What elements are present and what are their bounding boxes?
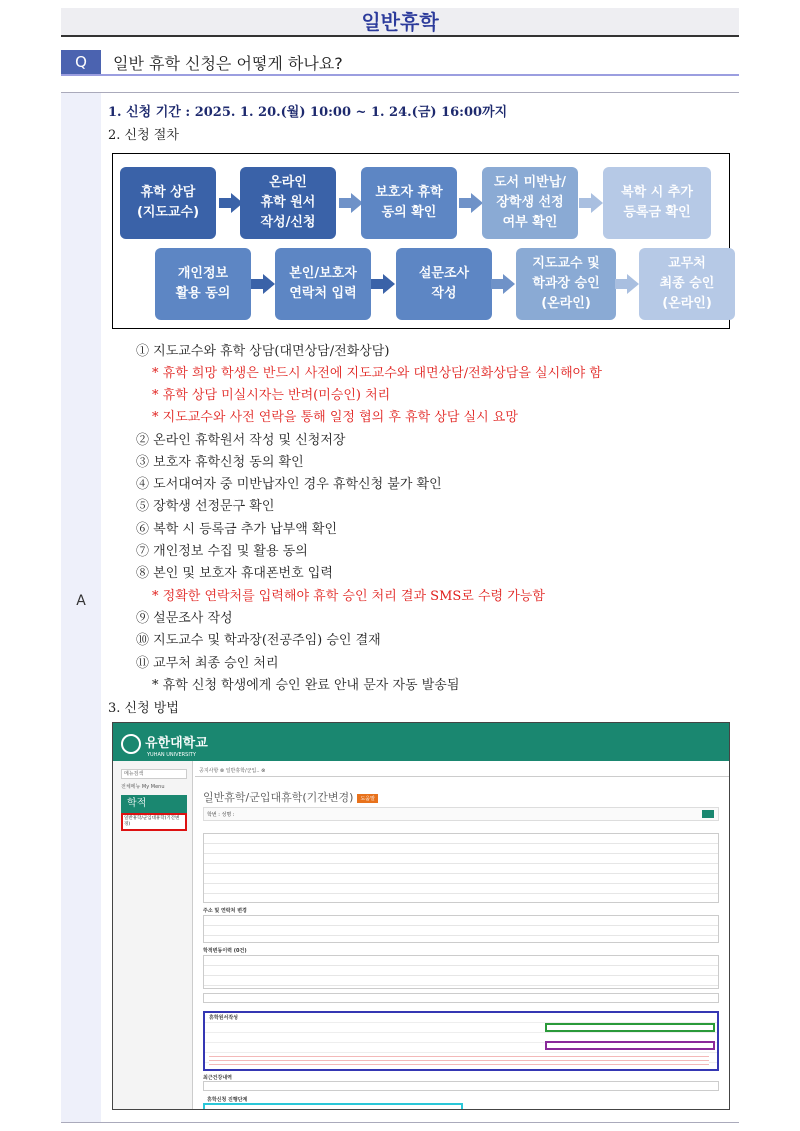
flow-step-label: 설문조사 작성 — [418, 265, 470, 301]
flow-step-label: 복학 시 추가 등록금 확인 — [621, 184, 693, 220]
flow-step-label: 교무처 최종 승인 (온라인) — [659, 255, 715, 312]
flow-arrow-icon — [263, 274, 275, 294]
flow-step-9 — [516, 248, 616, 320]
logo-emblem-icon — [121, 734, 141, 754]
step-note: * 지도교수와 사전 연락을 통해 일정 협의 후 휴학 상담 실시 요망 — [152, 410, 518, 425]
step-note: * 휴학 희망 학생은 반드시 사전에 지도교수와 대면상담/전화상담을 실시해야 함 — [152, 366, 602, 381]
step-1: ① 지도교수와 휴학 상담(대면상담/전화상담) — [136, 344, 390, 359]
screenshot-main — [195, 761, 730, 1110]
step-4: ④ 도서대여자 중 미반납자인 경우 휴학신청 불가 확인 — [136, 477, 442, 492]
flow-step-label: 보호자 휴학 동의 확인 — [375, 184, 443, 220]
screenshot-sidebar — [113, 761, 193, 1110]
step-note: * 정확한 연락처를 입력해야 휴학 승인 처리 결과 SMS로 수령 가능함 — [152, 589, 545, 604]
logo-text: 유한대학교 — [145, 736, 208, 751]
step-note: * 휴학 신청 학생에게 승인 완료 안내 문자 자동 발송됨 — [152, 678, 460, 693]
status-section-title: 휴학신청 진행단계 — [207, 1097, 248, 1103]
leave-form-box — [203, 1011, 719, 1071]
history-section-title: 학적변동이력 (0건) — [203, 948, 247, 954]
search-button[interactable] — [702, 810, 714, 818]
flow-step-label: 지도교수 및 학과장 승인 (온라인) — [532, 255, 600, 312]
procedure-heading: 2. 신청 절차 — [108, 128, 179, 143]
contact-section-title: 주소 및 연락처 변경 — [203, 908, 247, 914]
approval-status-box — [203, 1103, 463, 1110]
sidebar-item-academic[interactable]: 학적 — [121, 795, 187, 813]
step-10: ⑩ 지도교수 및 학과장(전공주임) 승인 결재 — [136, 633, 381, 648]
screenshot-page-title — [203, 789, 378, 805]
answer-column — [61, 92, 101, 1123]
flow-step-2 — [240, 167, 336, 239]
step-note: * 휴학 상담 미실시자는 반려(미승인) 처리 — [152, 388, 391, 403]
question-badge: Q — [61, 50, 101, 74]
student-info-grid — [203, 833, 719, 903]
recent-section-title: 최근건강내역 — [203, 1075, 232, 1081]
screenshot-header — [113, 723, 730, 761]
university-logo — [121, 732, 208, 758]
student-search-bar — [203, 807, 719, 821]
flow-step-3 — [361, 167, 457, 239]
flow-step-label: 휴학 상담 (지도교수) — [136, 184, 200, 220]
screenshot-title-text: 일반휴학/군입대휴학(기간변경) — [203, 791, 354, 804]
page-title: 일반휴학 — [361, 10, 439, 34]
flow-step-6 — [155, 248, 251, 320]
flow-step-8 — [396, 248, 492, 320]
flow-step-label: 개인정보 활용 동의 — [175, 265, 231, 301]
help-badge[interactable]: 도움말 — [357, 794, 378, 803]
flow-step-1 — [120, 167, 216, 239]
apply-period: 1. 신청 기간 : 2025. 1. 20.(월) 10:00 ~ 1. 24.(금) 16:00까지 — [108, 105, 508, 120]
step-6: ⑥ 복학 시 등록금 추가 납부액 확인 — [136, 522, 338, 537]
recent-grid — [203, 1081, 719, 1091]
flow-step-label: 도서 미반납/ 장학생 선정 여부 확인 — [493, 174, 567, 231]
title-bar — [61, 8, 739, 37]
step-7: ⑦ 개인정보 수집 및 활용 동의 — [136, 544, 308, 559]
answer-badge: A — [76, 593, 86, 609]
sidebar-item-leave[interactable]: 일반휴학/군입대휴학(기간변경) — [121, 813, 187, 831]
flow-step-4 — [482, 167, 578, 239]
flow-step-10 — [639, 248, 735, 320]
menu-tabs[interactable]: 전체메뉴 My Menu — [121, 784, 165, 790]
flow-arrow-icon — [627, 274, 639, 294]
flow-step-label: 본인/보호자 연락처 입력 — [289, 265, 357, 301]
flow-arrow-icon — [503, 274, 515, 294]
menu-search-input[interactable]: 메뉴검색 — [121, 769, 187, 779]
flow-step-5 — [603, 167, 711, 239]
application-screenshot — [112, 722, 730, 1110]
leave-notice-text — [209, 1053, 709, 1067]
flow-arrow-icon — [383, 274, 395, 294]
step-8: ⑧ 본인 및 보호자 휴대폰번호 입력 — [136, 566, 333, 581]
step-9: ⑨ 설문조사 작성 — [136, 611, 233, 626]
step-5: ⑤ 장학생 선정문구 확인 — [136, 499, 275, 514]
step-11: ⑪ 교무처 최종 승인 처리 — [136, 656, 279, 671]
contact-grid — [203, 915, 719, 943]
logo-subtext: YUHAN UNIVERSITY — [147, 751, 196, 758]
advisor-row — [203, 993, 719, 1003]
screenshot-tabbar[interactable]: 공지사항 ⊗ 일반휴학/군입.. ⊗ — [195, 767, 730, 777]
flow-step-label: 온라인 휴학 원서 작성/신청 — [260, 174, 316, 231]
leave-type-field[interactable] — [545, 1023, 715, 1032]
procedure-flowchart — [112, 153, 730, 329]
history-grid — [203, 955, 719, 989]
search-row-labels: 학번 : 성명 : — [207, 812, 235, 818]
flow-step-7 — [275, 248, 371, 320]
leave-form-title: 휴학원서작성 — [209, 1015, 238, 1021]
flow-arrow-icon — [591, 193, 603, 213]
question-text: 일반 휴학 신청은 어떻게 하나요? — [113, 54, 343, 73]
step-3: ③ 보호자 휴학신청 동의 확인 — [136, 455, 304, 470]
method-heading: 3. 신청 방법 — [108, 701, 179, 716]
scholarship-field[interactable] — [545, 1041, 715, 1050]
question-row — [61, 48, 739, 76]
step-2: ② 온라인 휴학원서 작성 및 신청저장 — [136, 433, 346, 448]
